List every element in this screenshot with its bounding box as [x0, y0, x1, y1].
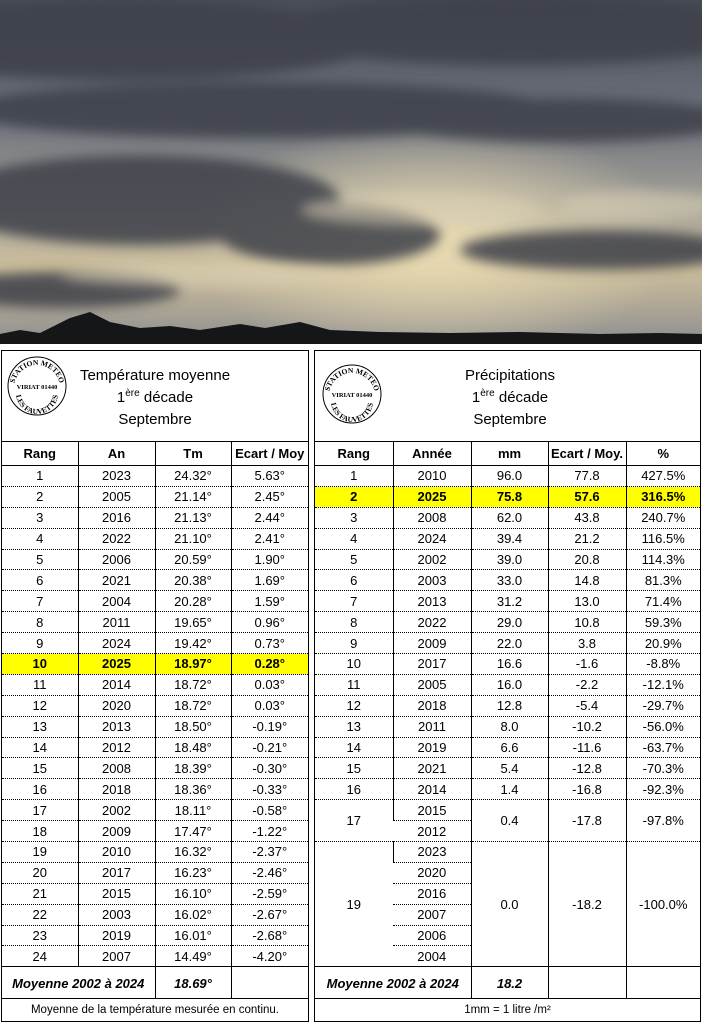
- station-seal-logo: [321, 363, 383, 425]
- table-cell: 14: [315, 737, 393, 758]
- table-cell: 2008: [393, 507, 471, 528]
- table-cell: 2015: [78, 883, 155, 904]
- table-row: [2, 779, 308, 800]
- table-cell: 16: [2, 779, 78, 800]
- table-cell: 13: [2, 716, 78, 737]
- table-cell: 19.65°: [155, 612, 231, 633]
- table-cell: 10: [2, 654, 78, 675]
- precipitation-month: Septembre: [473, 411, 547, 428]
- table-cell: 4: [315, 528, 393, 549]
- table-cell: 2020: [78, 695, 155, 716]
- table-cell: -97.8%: [626, 800, 700, 842]
- table-cell: 2003: [78, 904, 155, 925]
- table-cell: -0.19°: [231, 716, 308, 737]
- table-row: [315, 800, 700, 821]
- table-cell: 3: [2, 507, 78, 528]
- table-row: [315, 758, 700, 779]
- table-cell: 2: [315, 486, 393, 507]
- table-cell: -2.59°: [231, 883, 308, 904]
- table-cell: -0.30°: [231, 758, 308, 779]
- table-row: [2, 737, 308, 758]
- temperature-title: Température moyenne: [79, 367, 231, 384]
- svg-text:LES FAUVETTES: LES FAUVETTES: [14, 393, 60, 417]
- table-cell: 10.8: [548, 612, 626, 633]
- table-cell: 12: [2, 695, 78, 716]
- table-cell: 57.6: [548, 486, 626, 507]
- table-cell: 2019: [78, 925, 155, 946]
- table-row: [315, 549, 700, 570]
- table-cell: 6: [315, 570, 393, 591]
- empty-cell: [626, 967, 700, 999]
- table-cell: 23: [2, 925, 78, 946]
- table-cell: 3: [315, 507, 393, 528]
- table-cell: 1.69°: [231, 570, 308, 591]
- table-cell: 21.14°: [155, 486, 231, 507]
- table-cell: 33.0: [471, 570, 548, 591]
- table-cell: 0.03°: [231, 695, 308, 716]
- table-cell: -0.58°: [231, 800, 308, 821]
- precipitation-header: [315, 351, 700, 441]
- table-cell: -2.68°: [231, 925, 308, 946]
- average-row: [315, 967, 700, 999]
- table-row: [2, 821, 308, 842]
- table-cell: -1.22°: [231, 821, 308, 842]
- table-cell: 21.13°: [155, 507, 231, 528]
- table-cell: 2012: [393, 821, 471, 842]
- table-cell: 18: [2, 821, 78, 842]
- table-cell: 22: [2, 904, 78, 925]
- table-row: [2, 883, 308, 904]
- table-cell: 8: [2, 612, 78, 633]
- temperature-header: [2, 351, 308, 441]
- table-cell: 2006: [78, 549, 155, 570]
- table-cell: 2017: [78, 862, 155, 883]
- table-cell: 9: [315, 633, 393, 654]
- table-cell: 2014: [393, 779, 471, 800]
- table-cell: 2011: [78, 612, 155, 633]
- table-cell: 13.0: [548, 591, 626, 612]
- table-cell: 18.72°: [155, 695, 231, 716]
- table-row: [315, 466, 700, 487]
- table-row: [2, 633, 308, 654]
- table-cell: 18.11°: [155, 800, 231, 821]
- table-row: [315, 612, 700, 633]
- table-cell: 18.97°: [155, 654, 231, 675]
- precipitation-title: Précipitations: [464, 367, 556, 384]
- table-row: [2, 695, 308, 716]
- table-cell: 39.0: [471, 549, 548, 570]
- column-header: %: [626, 442, 700, 466]
- table-cell: -8.8%: [626, 654, 700, 675]
- temperature-footer-note: Moyenne de la température mesurée en continu.: [2, 998, 308, 1021]
- table-cell: 19.42°: [155, 633, 231, 654]
- column-header: Ecart / Moy.: [548, 442, 626, 466]
- table-cell: 0.0: [471, 842, 548, 967]
- table-cell: -18.2: [548, 842, 626, 967]
- table-cell: 2008: [78, 758, 155, 779]
- table-cell: 2.44°: [231, 507, 308, 528]
- empty-cell: [548, 967, 626, 999]
- table-row: [315, 528, 700, 549]
- table-cell: 427.5%: [626, 466, 700, 487]
- precipitation-panel: [314, 350, 701, 1022]
- table-cell: 17: [2, 800, 78, 821]
- table-cell: 0.96°: [231, 612, 308, 633]
- table-cell: 18.50°: [155, 716, 231, 737]
- table-cell: 2014: [78, 674, 155, 695]
- table-cell: -100.0%: [626, 842, 700, 967]
- table-cell: 0.28°: [231, 654, 308, 675]
- table-cell: 5: [2, 549, 78, 570]
- table-cell: -1.6: [548, 654, 626, 675]
- temperature-panel: [1, 350, 309, 1022]
- table-cell: 2.41°: [231, 528, 308, 549]
- table-cell: 2022: [393, 612, 471, 633]
- table-row: [2, 549, 308, 570]
- table-row: [2, 591, 308, 612]
- table-cell: -29.7%: [626, 695, 700, 716]
- table-cell: 19: [315, 842, 393, 967]
- table-cell: 2018: [393, 695, 471, 716]
- table-cell: 22.0: [471, 633, 548, 654]
- table-row: [2, 466, 308, 487]
- table-cell: 1.90°: [231, 549, 308, 570]
- table-cell: 8.0: [471, 716, 548, 737]
- table-cell: 21.10°: [155, 528, 231, 549]
- table-cell: 1.4: [471, 779, 548, 800]
- table-cell: 116.5%: [626, 528, 700, 549]
- table-cell: 15: [2, 758, 78, 779]
- table-cell: 1.59°: [231, 591, 308, 612]
- table-cell: 2023: [393, 842, 471, 863]
- table-cell: 39.4: [471, 528, 548, 549]
- table-cell: 2019: [393, 737, 471, 758]
- table-cell: 62.0: [471, 507, 548, 528]
- precipitation-decade: 1ère décade: [471, 388, 549, 406]
- table-cell: 29.0: [471, 612, 548, 633]
- table-cell: 16.10°: [155, 883, 231, 904]
- table-cell: 43.8: [548, 507, 626, 528]
- table-cell: 19: [2, 842, 78, 863]
- table-row: [315, 779, 700, 800]
- column-header: mm: [471, 442, 548, 466]
- table-cell: 2011: [393, 716, 471, 737]
- table-cell: 2020: [393, 862, 471, 883]
- table-row: [315, 486, 700, 507]
- column-header: An: [78, 442, 155, 466]
- table-cell: 240.7%: [626, 507, 700, 528]
- table-cell: 1: [2, 466, 78, 487]
- table-row: [2, 925, 308, 946]
- table-cell: 2010: [78, 842, 155, 863]
- table-cell: 14.49°: [155, 946, 231, 967]
- table-cell: 16.02°: [155, 904, 231, 925]
- table-cell: -2.46°: [231, 862, 308, 883]
- table-cell: 18.72°: [155, 674, 231, 695]
- column-header: Rang: [2, 442, 78, 466]
- table-cell: 2005: [393, 674, 471, 695]
- table-cell: 5.4: [471, 758, 548, 779]
- table-cell: 2010: [393, 466, 471, 487]
- table-cell: 24.32°: [155, 466, 231, 487]
- table-cell: 316.5%: [626, 486, 700, 507]
- table-cell: 16.0: [471, 674, 548, 695]
- table-row: [315, 507, 700, 528]
- table-cell: 6: [2, 570, 78, 591]
- table-cell: 31.2: [471, 591, 548, 612]
- table-cell: 24: [2, 946, 78, 967]
- table-cell: -10.2: [548, 716, 626, 737]
- table-row: [315, 591, 700, 612]
- table-cell: 2007: [78, 946, 155, 967]
- table-cell: 8: [315, 612, 393, 633]
- table-cell: 16.23°: [155, 862, 231, 883]
- svg-text:VIRIAT 01440: VIRIAT 01440: [16, 384, 58, 391]
- table-cell: 2004: [393, 946, 471, 967]
- table-row: [2, 800, 308, 821]
- table-cell: 2024: [78, 633, 155, 654]
- table-row: [315, 716, 700, 737]
- table-cell: 2002: [78, 800, 155, 821]
- table-cell: 2009: [78, 821, 155, 842]
- table-cell: 5.63°: [231, 466, 308, 487]
- table-cell: -5.4: [548, 695, 626, 716]
- table-cell: 96.0: [471, 466, 548, 487]
- table-cell: 2002: [393, 549, 471, 570]
- table-cell: 7: [2, 591, 78, 612]
- table-cell: 13: [315, 716, 393, 737]
- table-row: [2, 570, 308, 591]
- table-cell: 7: [315, 591, 393, 612]
- table-cell: -56.0%: [626, 716, 700, 737]
- empty-cell: [231, 967, 308, 999]
- table-cell: 71.4%: [626, 591, 700, 612]
- table-cell: 16: [315, 779, 393, 800]
- table-cell: 18.48°: [155, 737, 231, 758]
- table-cell: 4: [2, 528, 78, 549]
- column-header: Année: [393, 442, 471, 466]
- table-cell: 0.03°: [231, 674, 308, 695]
- table-cell: 2021: [78, 570, 155, 591]
- table-cell: -11.6: [548, 737, 626, 758]
- table-cell: 20.8: [548, 549, 626, 570]
- table-cell: 2005: [78, 486, 155, 507]
- column-header: Ecart / Moy: [231, 442, 308, 466]
- table-cell: 14: [2, 737, 78, 758]
- table-cell: 77.8: [548, 466, 626, 487]
- average-label: Moyenne 2002 à 2024: [2, 967, 155, 999]
- table-cell: -4.20°: [231, 946, 308, 967]
- table-cell: -2.67°: [231, 904, 308, 925]
- table-cell: 21: [2, 883, 78, 904]
- table-cell: -16.8: [548, 779, 626, 800]
- table-cell: 10: [315, 654, 393, 675]
- average-label: Moyenne 2002 à 2024: [315, 967, 471, 999]
- table-cell: 2016: [78, 507, 155, 528]
- temperature-table: [2, 441, 308, 999]
- table-cell: 2003: [393, 570, 471, 591]
- svg-text:VIRIAT 01440: VIRIAT 01440: [331, 392, 373, 399]
- table-cell: 2023: [78, 466, 155, 487]
- table-cell: 14.8: [548, 570, 626, 591]
- temperature-decade: 1ère décade: [116, 388, 194, 406]
- table-row: [2, 612, 308, 633]
- table-cell: 18.36°: [155, 779, 231, 800]
- table-cell: 1: [315, 466, 393, 487]
- table-row: [315, 842, 700, 863]
- table-row: [315, 570, 700, 591]
- table-cell: -2.37°: [231, 842, 308, 863]
- table-cell: 2021: [393, 758, 471, 779]
- table-cell: 2025: [78, 654, 155, 675]
- table-cell: -12.1%: [626, 674, 700, 695]
- table-cell: 2013: [393, 591, 471, 612]
- table-cell: 0.4: [471, 800, 548, 842]
- table-cell: 2012: [78, 737, 155, 758]
- table-cell: 0.73°: [231, 633, 308, 654]
- table-row: [2, 758, 308, 779]
- average-row: [2, 967, 308, 999]
- precipitation-footer-note: 1mm = 1 litre /m²: [315, 998, 700, 1021]
- table-row: [2, 528, 308, 549]
- table-row: [315, 654, 700, 675]
- table-cell: 12.8: [471, 695, 548, 716]
- table-cell: 20.38°: [155, 570, 231, 591]
- table-cell: 2017: [393, 654, 471, 675]
- table-cell: 20: [2, 862, 78, 883]
- table-row: [2, 654, 308, 675]
- table-cell: 114.3%: [626, 549, 700, 570]
- table-cell: 3.8: [548, 633, 626, 654]
- svg-text:LES FAUVETTES: LES FAUVETTES: [329, 401, 375, 425]
- table-row: [2, 507, 308, 528]
- table-cell: -92.3%: [626, 779, 700, 800]
- table-cell: 2016: [393, 883, 471, 904]
- table-cell: 2015: [393, 800, 471, 821]
- svg-text:STATION METEO: STATION METEO: [7, 357, 67, 385]
- column-header: Tm: [155, 442, 231, 466]
- sky-photo: [0, 0, 702, 344]
- table-row: [2, 842, 308, 863]
- table-cell: 2018: [78, 779, 155, 800]
- table-row: [315, 695, 700, 716]
- table-cell: -70.3%: [626, 758, 700, 779]
- table-cell: 21.2: [548, 528, 626, 549]
- table-cell: 2024: [393, 528, 471, 549]
- average-value: 18.2: [471, 967, 548, 999]
- table-cell: 2022: [78, 528, 155, 549]
- table-cell: 2004: [78, 591, 155, 612]
- table-cell: 16.32°: [155, 842, 231, 863]
- table-row: [2, 674, 308, 695]
- average-value: 18.69°: [155, 967, 231, 999]
- table-cell: 15: [315, 758, 393, 779]
- precipitation-table: [315, 441, 700, 999]
- table-cell: 20.28°: [155, 591, 231, 612]
- table-cell: 59.3%: [626, 612, 700, 633]
- table-cell: 17: [315, 800, 393, 842]
- table-row: [2, 946, 308, 967]
- table-cell: 20.9%: [626, 633, 700, 654]
- table-row: [2, 486, 308, 507]
- table-cell: 2009: [393, 633, 471, 654]
- column-header: Rang: [315, 442, 393, 466]
- table-cell: 5: [315, 549, 393, 570]
- table-cell: 11: [2, 674, 78, 695]
- table-row: [315, 674, 700, 695]
- table-cell: 6.6: [471, 737, 548, 758]
- table-row: [2, 904, 308, 925]
- table-cell: 2013: [78, 716, 155, 737]
- table-cell: -12.8: [548, 758, 626, 779]
- temperature-month: Septembre: [118, 411, 192, 428]
- table-cell: -0.33°: [231, 779, 308, 800]
- table-row: [2, 716, 308, 737]
- table-cell: 16.6: [471, 654, 548, 675]
- table-cell: 2.45°: [231, 486, 308, 507]
- table-cell: 2007: [393, 904, 471, 925]
- table-cell: 9: [2, 633, 78, 654]
- table-cell: 81.3%: [626, 570, 700, 591]
- table-cell: 20.59°: [155, 549, 231, 570]
- table-cell: -0.21°: [231, 737, 308, 758]
- table-cell: 12: [315, 695, 393, 716]
- table-cell: -2.2: [548, 674, 626, 695]
- table-row: [315, 737, 700, 758]
- table-cell: 75.8: [471, 486, 548, 507]
- table-row: [315, 633, 700, 654]
- table-cell: 17.47°: [155, 821, 231, 842]
- table-cell: 11: [315, 674, 393, 695]
- svg-text:STATION METEO: STATION METEO: [322, 365, 382, 393]
- table-row: [2, 862, 308, 883]
- table-cell: 2025: [393, 486, 471, 507]
- table-cell: -17.8: [548, 800, 626, 842]
- table-cell: 16.01°: [155, 925, 231, 946]
- table-cell: 18.39°: [155, 758, 231, 779]
- table-cell: -63.7%: [626, 737, 700, 758]
- station-seal-logo: [6, 355, 68, 417]
- table-cell: 2006: [393, 925, 471, 946]
- table-cell: 2: [2, 486, 78, 507]
